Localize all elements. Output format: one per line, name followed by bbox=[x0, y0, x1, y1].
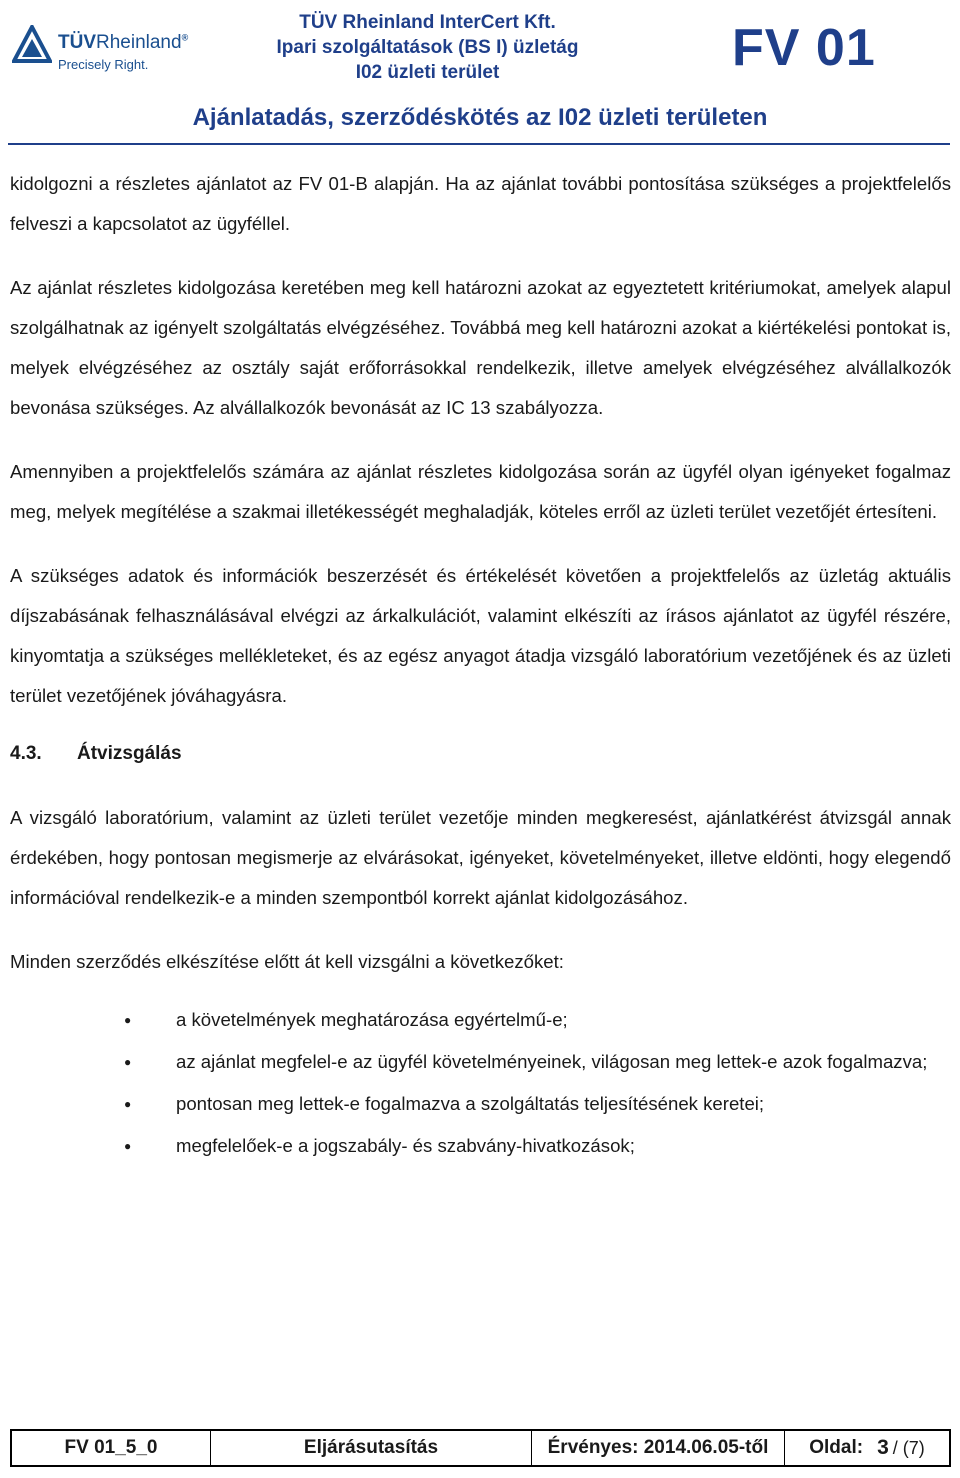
page-label: Oldal: bbox=[809, 1437, 864, 1458]
paragraph: A szükséges adatok és információk beszerzését és értékelését követően a projektfelelős az üzletág aktuális díjszabásának felhasználásával elvégzi az árkalkulációt, valamint elkészíti az írásos ajánlatot az ügyfél részére, kinyomtatja a szükséges mellékleteket, és az egész anyagot átadja vizsgáló laboratórium vezetőjének és az üzleti terület vezetőjének jóváhagyásra. bbox=[10, 565, 951, 706]
page-total: / (7) bbox=[892, 1437, 925, 1458]
paragraph: Az ajánlat részletes kidolgozása keretében meg kell határozni azokat az egyeztetett kritériumokat, amelyek alapul szolgálhatnak az igényelt szolgáltatás elvégzéséhez. Továbbá meg kell határozni azokat a kiértékelési pontokat is, melyek elvégzéséhez az osztály saját erőforrásokkal rendelkezik, illetve amelyek elvégzéséhez alvállalkozók bevonása szükséges. Az alvállalkozók bevonását az IC 13 szabályozza. bbox=[10, 277, 951, 418]
footer-doc-id: FV 01_5_0 bbox=[12, 1431, 211, 1465]
document-code: FV 01 bbox=[732, 19, 876, 77]
checklist bbox=[10, 1000, 951, 1166]
header-org-block bbox=[250, 10, 605, 85]
footer-page-number bbox=[785, 1431, 949, 1465]
paragraph: kidolgozni a részletes ajánlatot az FV 01-B alapján. Ha az ajánlat további pontosítása szükséges a projektfelelős felveszi a kapcsolatot az ügyféllel. bbox=[10, 173, 951, 234]
area-name: I02 üzleti terület bbox=[355, 62, 500, 83]
footer-doc-type: Eljárásutasítás bbox=[211, 1431, 532, 1465]
list-item: ● a követelmények meghatározása egyértelmű-e; bbox=[10, 1000, 951, 1040]
logo-tagline: Precisely Right. bbox=[58, 57, 149, 72]
section-number: 4.3. bbox=[10, 743, 42, 764]
logo-brand: TÜVRheinland® bbox=[58, 32, 189, 53]
paragraph: A vizsgáló laboratórium, valamint az üzleti terület vezetője minden megkeresést, ajánlatkérést átvizsgál annak érdekében, hogy pontosan megismerje az elvárásokat, igényeket, követelményeket, illetve eldönti, hogy elegendő információval rendelkezik-e a minden szempontból korrekt ajánlat kidolgozásához. bbox=[10, 807, 951, 908]
paragraph: Minden szerződés elkészítése előtt át kell vizsgálni a következőket: bbox=[10, 951, 564, 972]
document-title: Ajánlatadás, szerződéskötés az I02 üzleti területen bbox=[192, 104, 768, 131]
page-header bbox=[0, 0, 960, 150]
division-name: Ipari szolgáltatások (BS I) üzletág bbox=[276, 37, 579, 58]
page-current: 3 bbox=[877, 1436, 889, 1459]
tuv-triangle-icon bbox=[12, 25, 52, 65]
list-item: ● az ajánlat megfelel-e az ügyfél követelményeinek, világosan meg lettek-e azok fogalmazva; bbox=[10, 1042, 951, 1082]
document-body bbox=[10, 164, 951, 1166]
company-name: TÜV Rheinland InterCert Kft. bbox=[299, 12, 556, 33]
paragraph: Amennyiben a projektfelelős számára az ajánlat részletes kidolgozása során az ügyfél olyan igényeket fogalmaz meg, melyek megítélése a szakmai illetékességét meghaladják, köteles erről az üzleti terület vezetőjét értesíteni. bbox=[10, 461, 951, 522]
page-footer bbox=[10, 1429, 951, 1467]
list-item: ● pontosan meg lettek-e fogalmazva a szolgáltatás teljesítésének keretei; bbox=[10, 1084, 951, 1124]
section-title: Átvizsgálás bbox=[77, 743, 182, 764]
header-divider bbox=[8, 143, 950, 145]
section-heading bbox=[10, 734, 951, 774]
tuv-logo bbox=[10, 22, 240, 82]
footer-validity: Érvényes: 2014.06.05-től bbox=[532, 1431, 785, 1465]
list-item: ● megfelelőek-e a jogszabály- és szabvány-hivatkozások; bbox=[10, 1126, 951, 1166]
